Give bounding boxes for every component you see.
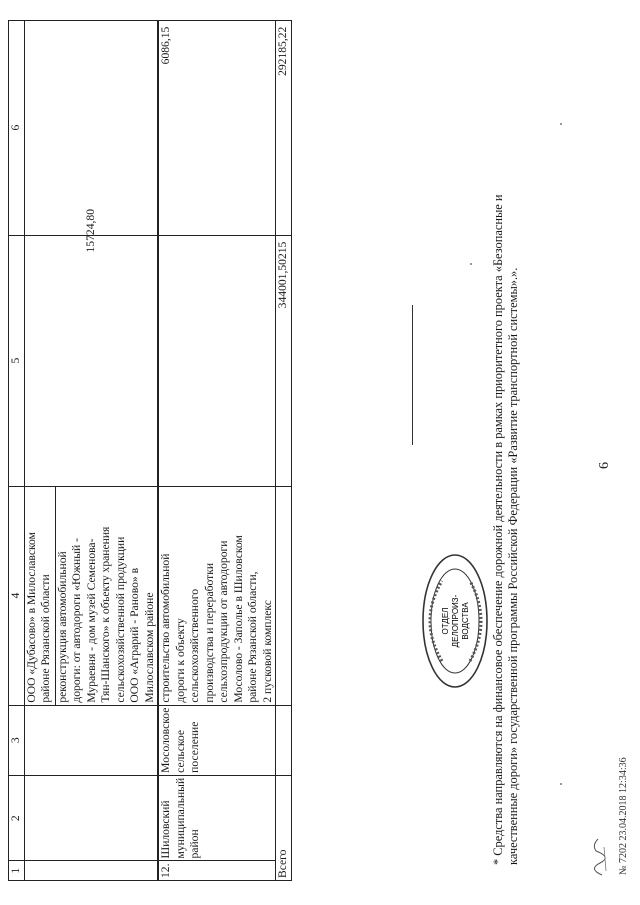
settlement-cell: Мосоловское сельское поселение bbox=[159, 705, 276, 775]
office-stamp bbox=[420, 551, 490, 691]
amount-cell: 6086,15 bbox=[159, 20, 276, 235]
handwritten-signature-icon bbox=[584, 837, 610, 877]
object-cell: строительство автомобильной дороги к объекту сельскохозяйственного производства и переработки сельхозпродукции от автодороги Мосолово - Заполье в Шиловском районе Рязанской области, 2 пусковой комплекс bbox=[159, 486, 276, 705]
page-number: 6 bbox=[597, 462, 612, 469]
signature-scribble bbox=[584, 837, 615, 877]
header-cell: 3 bbox=[9, 705, 25, 775]
footnote bbox=[491, 25, 521, 865]
stamp-line: ОТДЕЛ bbox=[441, 607, 450, 635]
footnote-line: качественные дороги» государственной программы Российской Федерации «Развитие транспортной системы».». bbox=[506, 267, 520, 865]
scan-speck bbox=[470, 263, 472, 265]
registration-mark: № 7202 23.04.2018 12:34:36 bbox=[618, 757, 629, 875]
header-cell: 4 bbox=[9, 486, 25, 705]
table-header-row bbox=[9, 20, 25, 880]
total-col6: 292185,22 bbox=[276, 20, 292, 235]
object-cell: ООО «Дубасово» в Милославском районе Рязанской области bbox=[24, 486, 55, 705]
row-number: 12. bbox=[159, 861, 276, 881]
stamp-line: ВОДСТВА bbox=[461, 602, 470, 640]
amount-cell: 15724,80 bbox=[84, 209, 97, 253]
object-cell: реконструкция автомобильной дороги: от автодороги «Южный - Мураевня - дом музей Семенова- Тян-Шанского» к объекту хранения сельскохозяйственной продукции ООО «Аграрий - Раново» в Милославском районе bbox=[55, 486, 158, 705]
signature-line bbox=[412, 305, 413, 445]
district-cell: Шиловский муниципальный район bbox=[159, 775, 276, 861]
header-cell: 2 bbox=[9, 775, 25, 861]
scan-speck bbox=[560, 783, 562, 785]
stamp-seal-icon bbox=[420, 551, 490, 691]
table-row bbox=[24, 20, 55, 880]
stamp-line: ДЕЛОПРОИЗ- bbox=[451, 594, 460, 648]
header-cell: 1 bbox=[9, 861, 25, 881]
header-cell: 5 bbox=[9, 235, 25, 486]
total-col5: 344001,50215 bbox=[276, 235, 292, 486]
table-row-12 bbox=[159, 20, 276, 880]
footnote-line: * Средства направляются на финансовое обеспечение дорожной деятельности в рамках приоритетного проекта «Безопасные и bbox=[491, 194, 505, 865]
total-row bbox=[276, 20, 292, 880]
total-label: Всего bbox=[276, 775, 292, 880]
scan-speck bbox=[560, 123, 562, 125]
funding-table bbox=[8, 20, 292, 881]
header-cell: 6 bbox=[9, 20, 25, 235]
